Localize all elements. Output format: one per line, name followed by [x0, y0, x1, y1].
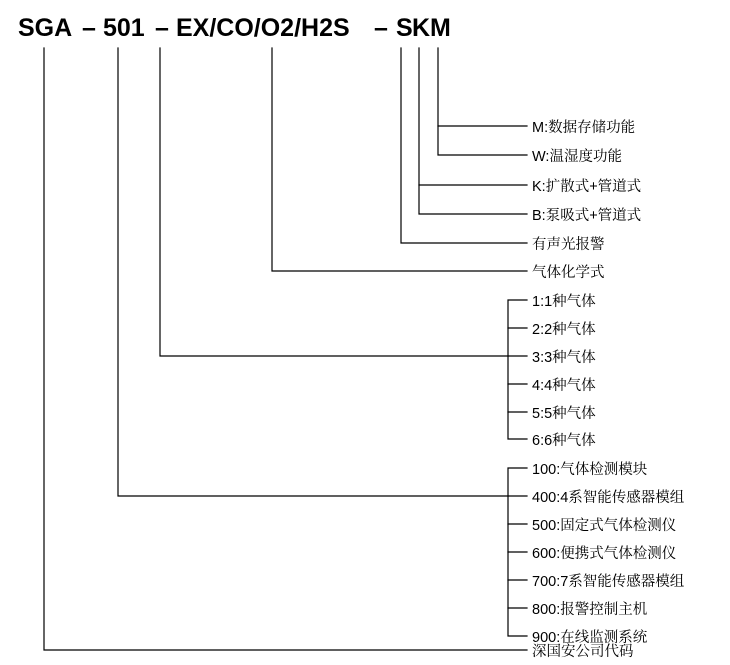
code-segment: M — [430, 14, 451, 42]
leader-line — [272, 48, 527, 271]
leader-line — [160, 48, 508, 356]
label-gas-2: 2:2种气体 — [532, 322, 596, 338]
code-segment: – — [155, 14, 169, 42]
label-gas-5: 5:5种气体 — [532, 406, 596, 422]
leader-line — [438, 126, 527, 155]
leader-line — [508, 300, 527, 439]
label-model-400: 400:4系智能传感器模组 — [532, 490, 685, 506]
label-w-humidity: W:温湿度功能 — [532, 149, 622, 165]
code-segment: S — [396, 14, 413, 42]
label-model-500: 500:固定式气体检测仪 — [532, 518, 677, 534]
label-model-600: 600:便携式气体检测仪 — [532, 546, 677, 562]
label-model-900: 900:在线监测系统 — [532, 630, 648, 646]
label-sound-light-alarm: 有声光报警 — [532, 237, 605, 253]
code-segment: SGA — [18, 14, 73, 42]
label-model-100: 100:气体检测模块 — [532, 462, 648, 478]
code-segment: EX/CO/O2/H2S — [176, 14, 350, 42]
code-segment: 501 — [103, 14, 145, 42]
label-gas-chemical: 气体化学式 — [532, 265, 605, 281]
leader-line — [118, 48, 508, 496]
leader-line — [438, 48, 527, 126]
label-model-800: 800:报警控制主机 — [532, 602, 648, 618]
code-segment: – — [374, 14, 388, 42]
label-gas-4: 4:4种气体 — [532, 378, 596, 394]
leader-line — [44, 48, 527, 650]
label-model-700: 700:7系智能传感器模组 — [532, 574, 685, 590]
label-company-code: 深国安公司代码 — [532, 644, 634, 660]
label-m-storage: M:数据存储功能 — [532, 120, 636, 136]
label-k-diffusion: K:扩散式+管道式 — [532, 179, 642, 195]
code-segment: – — [82, 14, 96, 42]
label-gas-1: 1:1种气体 — [532, 294, 596, 310]
leader-line — [419, 48, 527, 185]
label-gas-6: 6:6种气体 — [532, 433, 596, 449]
label-b-pump: B:泵吸式+管道式 — [532, 208, 642, 224]
label-gas-3: 3:3种气体 — [532, 350, 596, 366]
code-segment: K — [412, 14, 431, 42]
leader-line — [419, 185, 527, 214]
